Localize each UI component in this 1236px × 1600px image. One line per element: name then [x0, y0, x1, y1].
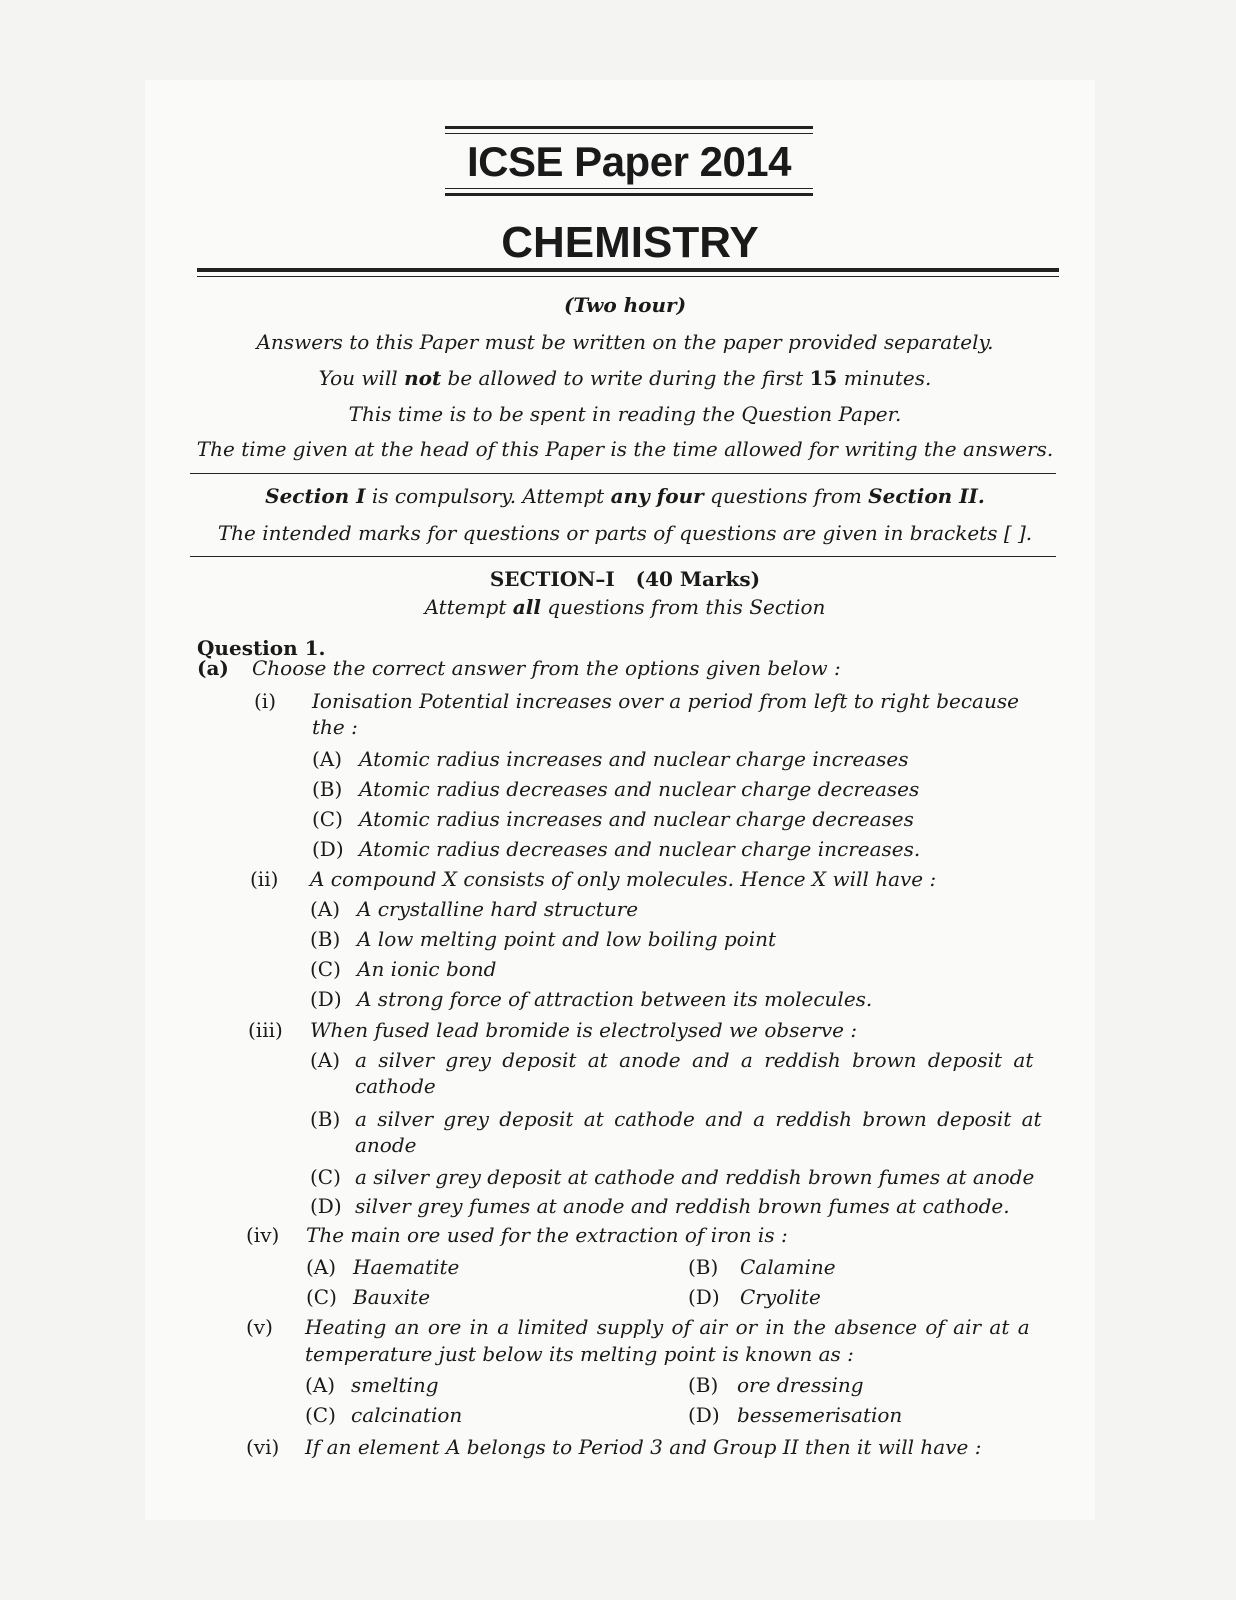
- option-label: (D): [312, 837, 344, 861]
- instruction-any-four: any four: [610, 484, 704, 508]
- title-rule-top-1: [445, 126, 813, 129]
- option-label: (A): [306, 1255, 337, 1279]
- option-label: (B): [310, 927, 341, 951]
- option-text: Calamine: [740, 1255, 836, 1279]
- section-title: [190, 567, 1060, 591]
- duration: (Two hour): [563, 293, 687, 317]
- q2-text: A compound X consists of only molecules. Hence X will have :: [310, 867, 937, 891]
- header-rule-thick: [197, 268, 1059, 272]
- option-label: (B): [688, 1373, 719, 1397]
- option-text: Atomic radius increases and nuclear charge decreases: [359, 807, 914, 831]
- instruction-line-5-b: is compulsory. Attempt: [365, 484, 611, 508]
- section-subtitle-bold: all: [512, 595, 541, 619]
- section-subtitle-post: questions from this Section: [540, 595, 826, 619]
- q5-label: (v): [246, 1315, 273, 1339]
- instruction-line-3: This time is to be spent in reading the Question Paper.: [348, 402, 902, 426]
- instruction-section-i: Section I: [265, 484, 366, 508]
- option-text: A strong force of attraction between its molecules.: [357, 987, 873, 1011]
- option-text: calcination: [351, 1403, 463, 1427]
- option-label: (C): [305, 1403, 336, 1427]
- q4-text: The main ore used for the extraction of iron is :: [306, 1223, 788, 1247]
- subject-title: CHEMISTRY: [501, 218, 759, 267]
- q6-label: (vi): [246, 1435, 280, 1459]
- q1-text-2: the :: [312, 715, 358, 739]
- instruction-line-2: [190, 366, 1060, 390]
- q1-text-1: Ionisation Potential increases over a period from left to right because: [312, 689, 1019, 713]
- q2-label: (ii): [250, 867, 279, 891]
- option-text-cont: anode: [355, 1133, 417, 1157]
- option-label: (D): [688, 1285, 720, 1309]
- option-text: silver grey fumes at anode and reddish brown fumes at cathode.: [355, 1194, 1010, 1218]
- part-a-text: Choose the correct answer from the options given below :: [252, 656, 841, 680]
- option-label: (B): [688, 1255, 719, 1279]
- option-label: (C): [310, 1165, 341, 1189]
- option-label: (D): [688, 1403, 720, 1427]
- option-text: a silver grey deposit at anode and a reddish brown deposit at: [355, 1048, 1034, 1072]
- option-label: (C): [310, 957, 341, 981]
- q5-text-2: temperature just below its melting point is known as :: [305, 1342, 854, 1366]
- part-a-label: (a): [197, 656, 229, 680]
- instructions-rule-2: [190, 556, 1056, 557]
- option-label: (A): [305, 1373, 336, 1397]
- title-rule-top-2: [445, 133, 813, 134]
- option-text: ore dressing: [737, 1373, 864, 1397]
- option-text: A low melting point and low boiling point: [357, 927, 777, 951]
- instruction-line-5: [190, 484, 1060, 508]
- instruction-line-2-num: 15: [809, 366, 838, 390]
- instruction-line-2-post: minutes.: [837, 366, 932, 390]
- instruction-line-2-pre: You will: [318, 366, 405, 390]
- option-label: (A): [310, 1048, 341, 1072]
- instruction-line-6: The intended marks for questions or parts of questions are given in brackets [ ].: [217, 521, 1033, 545]
- option-text: Atomic radius increases and nuclear charge increases: [359, 747, 909, 771]
- option-text: A crystalline hard structure: [357, 897, 639, 921]
- title-rule-bottom-2: [445, 193, 813, 196]
- option-text: Haematite: [353, 1255, 460, 1279]
- q5-text-1: Heating an ore in a limited supply of air or in the absence of air at a: [305, 1315, 1030, 1339]
- option-text: An ionic bond: [357, 957, 497, 981]
- option-text: a silver grey deposit at cathode and reddish brown fumes at anode: [355, 1165, 1035, 1189]
- option-text: Atomic radius decreases and nuclear charge decreases: [359, 777, 920, 801]
- option-text: bessemerisation: [737, 1403, 903, 1427]
- section-subtitle: [190, 595, 1060, 619]
- q6-text: If an element A belongs to Period 3 and Group II then it will have :: [305, 1435, 982, 1459]
- q4-label: (iv): [246, 1223, 280, 1247]
- q3-text: When fused lead bromide is electrolysed we observe :: [310, 1018, 858, 1042]
- instruction-line-4: The time given at the head of this Paper is the time allowed for writing the answers.: [196, 437, 1054, 461]
- instruction-line-5-d: questions from: [703, 484, 869, 508]
- option-text-cont: cathode: [355, 1074, 436, 1098]
- option-label: (D): [310, 1194, 342, 1218]
- option-label: (D): [310, 987, 342, 1011]
- instruction-section-ii: Section II.: [868, 484, 985, 508]
- option-label: (B): [310, 1107, 341, 1131]
- option-text: Bauxite: [353, 1285, 431, 1309]
- q1-label: (i): [254, 689, 277, 713]
- header-rule-thin: [197, 276, 1059, 277]
- option-label: (C): [306, 1285, 337, 1309]
- option-label: (C): [312, 807, 343, 831]
- instruction-line-2-bold: not: [404, 366, 442, 390]
- option-text: Atomic radius decreases and nuclear charge increases.: [359, 837, 921, 861]
- option-label: (A): [310, 897, 341, 921]
- section-title-text: SECTION–I (40 Marks): [489, 567, 761, 591]
- option-text: Cryolite: [740, 1285, 821, 1309]
- instruction-line-2-mid: be allowed to write during the first: [441, 366, 810, 390]
- paper-title: ICSE Paper 2014: [466, 138, 792, 185]
- option-text: a silver grey deposit at cathode and a reddish brown deposit at: [355, 1107, 1042, 1131]
- instructions-rule-1: [190, 473, 1056, 474]
- instruction-line-1: Answers to this Paper must be written on the paper provided separately.: [256, 330, 994, 354]
- q3-label: (iii): [248, 1018, 283, 1042]
- question-heading: Question 1.: [197, 636, 326, 660]
- section-subtitle-pre: Attempt: [424, 595, 513, 619]
- title-rule-bottom-1: [445, 188, 813, 189]
- option-text: smelting: [351, 1373, 439, 1397]
- option-label: (B): [312, 777, 343, 801]
- option-label: (A): [312, 747, 343, 771]
